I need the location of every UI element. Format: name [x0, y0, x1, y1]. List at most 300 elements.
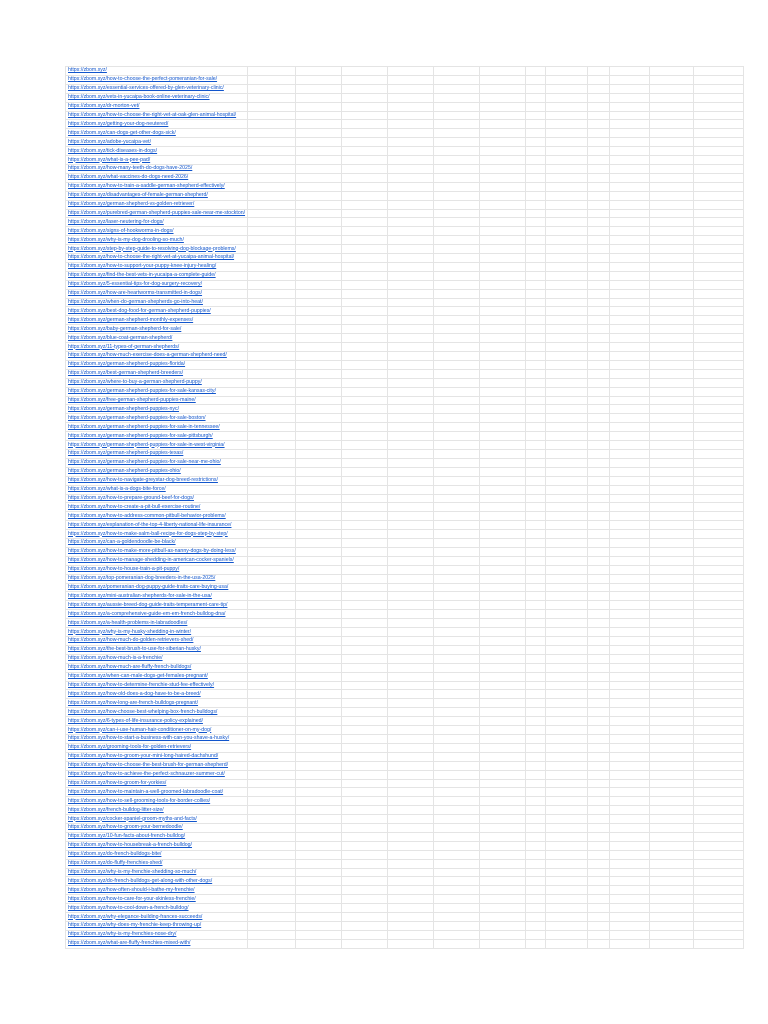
- empty-cell[interactable]: [526, 886, 546, 895]
- empty-cell[interactable]: [546, 574, 588, 583]
- empty-cell[interactable]: [694, 396, 744, 405]
- empty-cell[interactable]: [694, 628, 744, 637]
- empty-cell[interactable]: [248, 254, 296, 263]
- empty-cell[interactable]: [694, 378, 744, 387]
- url-link[interactable]: https://zbom.xyz/how-to-make-salm-ball-recipe-for-dogs-step-by-step/: [68, 530, 228, 537]
- empty-cell[interactable]: [546, 797, 588, 806]
- empty-cell[interactable]: [588, 414, 610, 423]
- empty-cell[interactable]: [546, 824, 588, 833]
- empty-cell[interactable]: [588, 200, 610, 209]
- empty-cell[interactable]: [588, 147, 610, 156]
- empty-cell[interactable]: [610, 708, 650, 717]
- empty-cell[interactable]: [342, 414, 388, 423]
- url-link[interactable]: https://zbom.xyz/the-best-brush-to-use-for-siberian-husky/: [68, 646, 201, 653]
- empty-cell[interactable]: [546, 449, 588, 458]
- empty-cell[interactable]: [588, 254, 610, 263]
- empty-cell[interactable]: [342, 173, 388, 182]
- empty-cell[interactable]: [480, 601, 526, 610]
- empty-cell[interactable]: [588, 850, 610, 859]
- empty-cell[interactable]: [526, 672, 546, 681]
- empty-cell[interactable]: [526, 467, 546, 476]
- empty-cell[interactable]: [694, 939, 744, 948]
- empty-cell[interactable]: [588, 307, 610, 316]
- url-link[interactable]: https://zbom.xyz/german-shepherd-puppies-nyc/: [68, 405, 180, 412]
- url-link[interactable]: https://zbom.xyz/how-to-maintain-a-well-groomed-labradoodle-coat/: [68, 788, 224, 795]
- empty-cell[interactable]: [296, 164, 342, 173]
- empty-cell[interactable]: [610, 173, 650, 182]
- empty-cell[interactable]: [610, 352, 650, 361]
- empty-cell[interactable]: [480, 84, 526, 93]
- url-link[interactable]: https://zbom.xyz/german-shepherd-monthly-expenses/: [68, 316, 194, 323]
- empty-cell[interactable]: [480, 770, 526, 779]
- url-cell[interactable]: [66, 289, 248, 298]
- empty-cell[interactable]: [588, 797, 610, 806]
- empty-cell[interactable]: [610, 556, 650, 565]
- empty-cell[interactable]: [546, 245, 588, 254]
- empty-cell[interactable]: [480, 173, 526, 182]
- empty-cell[interactable]: [526, 708, 546, 717]
- url-cell[interactable]: [66, 521, 248, 530]
- empty-cell[interactable]: [342, 262, 388, 271]
- url-cell[interactable]: [66, 583, 248, 592]
- empty-cell[interactable]: [296, 904, 342, 913]
- empty-cell[interactable]: [650, 67, 694, 76]
- url-link[interactable]: https://zbom.xyz/can-dogs-get-other-dogs-sick/: [68, 129, 176, 136]
- empty-cell[interactable]: [388, 592, 434, 601]
- empty-cell[interactable]: [650, 637, 694, 646]
- empty-cell[interactable]: [650, 494, 694, 503]
- url-cell[interactable]: [66, 904, 248, 913]
- empty-cell[interactable]: [526, 512, 546, 521]
- empty-cell[interactable]: [388, 761, 434, 770]
- url-link[interactable]: https://zbom.xyz/german-shepherd-puppies-for-sale-near-me-ohio/: [68, 459, 221, 466]
- empty-cell[interactable]: [694, 254, 744, 263]
- empty-cell[interactable]: [480, 414, 526, 423]
- empty-cell[interactable]: [248, 619, 296, 628]
- url-cell[interactable]: [66, 752, 248, 761]
- empty-cell[interactable]: [296, 699, 342, 708]
- url-cell[interactable]: [66, 913, 248, 922]
- url-cell[interactable]: [66, 254, 248, 263]
- url-link[interactable]: https://zbom.xyz/how-long-are-french-bulldogs-pregnant/: [68, 699, 199, 706]
- empty-cell[interactable]: [610, 334, 650, 343]
- empty-cell[interactable]: [546, 672, 588, 681]
- empty-cell[interactable]: [342, 824, 388, 833]
- empty-cell[interactable]: [694, 619, 744, 628]
- empty-cell[interactable]: [610, 868, 650, 877]
- empty-cell[interactable]: [588, 191, 610, 200]
- url-cell[interactable]: [66, 191, 248, 200]
- empty-cell[interactable]: [434, 886, 480, 895]
- url-link[interactable]: https://zbom.xyz/how-to-sell-grooming-tools-for-border-collies/: [68, 797, 211, 804]
- empty-cell[interactable]: [650, 565, 694, 574]
- empty-cell[interactable]: [526, 200, 546, 209]
- empty-cell[interactable]: [342, 690, 388, 699]
- empty-cell[interactable]: [296, 405, 342, 414]
- empty-cell[interactable]: [434, 75, 480, 84]
- empty-cell[interactable]: [342, 734, 388, 743]
- empty-cell[interactable]: [526, 298, 546, 307]
- empty-cell[interactable]: [526, 458, 546, 467]
- empty-cell[interactable]: [650, 387, 694, 396]
- empty-cell[interactable]: [526, 628, 546, 637]
- empty-cell[interactable]: [610, 405, 650, 414]
- empty-cell[interactable]: [610, 218, 650, 227]
- empty-cell[interactable]: [248, 334, 296, 343]
- url-cell[interactable]: [66, 663, 248, 672]
- empty-cell[interactable]: [694, 841, 744, 850]
- empty-cell[interactable]: [588, 886, 610, 895]
- url-cell[interactable]: [66, 726, 248, 735]
- empty-cell[interactable]: [480, 396, 526, 405]
- empty-cell[interactable]: [480, 67, 526, 76]
- empty-cell[interactable]: [610, 396, 650, 405]
- empty-cell[interactable]: [610, 494, 650, 503]
- empty-cell[interactable]: [526, 360, 546, 369]
- url-link[interactable]: https://zbom.xyz/how-to-groom-for-yorkies/: [68, 779, 167, 786]
- empty-cell[interactable]: [248, 565, 296, 574]
- empty-cell[interactable]: [526, 797, 546, 806]
- empty-cell[interactable]: [388, 637, 434, 646]
- url-cell[interactable]: [66, 895, 248, 904]
- empty-cell[interactable]: [610, 779, 650, 788]
- empty-cell[interactable]: [480, 815, 526, 824]
- empty-cell[interactable]: [480, 904, 526, 913]
- empty-cell[interactable]: [694, 147, 744, 156]
- empty-cell[interactable]: [546, 601, 588, 610]
- empty-cell[interactable]: [296, 939, 342, 948]
- empty-cell[interactable]: [694, 93, 744, 102]
- empty-cell[interactable]: [388, 859, 434, 868]
- empty-cell[interactable]: [342, 485, 388, 494]
- empty-cell[interactable]: [480, 841, 526, 850]
- empty-cell[interactable]: [480, 939, 526, 948]
- empty-cell[interactable]: [248, 708, 296, 717]
- url-link[interactable]: https://zbom.xyz/why-elegance-building-frances-succeeds/: [68, 913, 203, 920]
- empty-cell[interactable]: [388, 387, 434, 396]
- empty-cell[interactable]: [388, 111, 434, 120]
- empty-cell[interactable]: [694, 262, 744, 271]
- empty-cell[interactable]: [296, 138, 342, 147]
- empty-cell[interactable]: [434, 779, 480, 788]
- empty-cell[interactable]: [546, 458, 588, 467]
- empty-cell[interactable]: [588, 405, 610, 414]
- empty-cell[interactable]: [248, 734, 296, 743]
- empty-cell[interactable]: [546, 369, 588, 378]
- empty-cell[interactable]: [546, 610, 588, 619]
- empty-cell[interactable]: [588, 583, 610, 592]
- empty-cell[interactable]: [694, 859, 744, 868]
- empty-cell[interactable]: [248, 93, 296, 102]
- empty-cell[interactable]: [296, 67, 342, 76]
- url-cell[interactable]: [66, 824, 248, 833]
- empty-cell[interactable]: [480, 530, 526, 539]
- empty-cell[interactable]: [296, 200, 342, 209]
- empty-cell[interactable]: [434, 610, 480, 619]
- empty-cell[interactable]: [588, 521, 610, 530]
- url-link[interactable]: https://zbom.xyz/how-to-navigate-greystar-dog-breed-restrictions/: [68, 477, 218, 484]
- empty-cell[interactable]: [588, 681, 610, 690]
- empty-cell[interactable]: [610, 164, 650, 173]
- empty-cell[interactable]: [248, 654, 296, 663]
- empty-cell[interactable]: [546, 779, 588, 788]
- empty-cell[interactable]: [480, 797, 526, 806]
- url-link[interactable]: https://zbom.xyz/free-german-shepherd-puppies-maine/: [68, 396, 196, 403]
- empty-cell[interactable]: [388, 770, 434, 779]
- empty-cell[interactable]: [248, 441, 296, 450]
- empty-cell[interactable]: [526, 156, 546, 165]
- url-link[interactable]: https://zbom.xyz/how-much-is-a-frenchie/: [68, 655, 163, 662]
- url-cell[interactable]: [66, 271, 248, 280]
- url-cell[interactable]: [66, 458, 248, 467]
- url-cell[interactable]: [66, 147, 248, 156]
- empty-cell[interactable]: [342, 369, 388, 378]
- empty-cell[interactable]: [388, 485, 434, 494]
- empty-cell[interactable]: [296, 690, 342, 699]
- empty-cell[interactable]: [388, 209, 434, 218]
- empty-cell[interactable]: [388, 147, 434, 156]
- empty-cell[interactable]: [434, 539, 480, 548]
- empty-cell[interactable]: [546, 405, 588, 414]
- empty-cell[interactable]: [296, 298, 342, 307]
- empty-cell[interactable]: [650, 841, 694, 850]
- empty-cell[interactable]: [342, 120, 388, 129]
- url-link[interactable]: https://zbom.xyz/can-a-goldendoodle-be-black/: [68, 539, 176, 546]
- empty-cell[interactable]: [526, 806, 546, 815]
- empty-cell[interactable]: [480, 182, 526, 191]
- url-cell[interactable]: [66, 815, 248, 824]
- empty-cell[interactable]: [650, 129, 694, 138]
- empty-cell[interactable]: [610, 93, 650, 102]
- empty-cell[interactable]: [480, 886, 526, 895]
- empty-cell[interactable]: [296, 637, 342, 646]
- empty-cell[interactable]: [526, 227, 546, 236]
- empty-cell[interactable]: [546, 681, 588, 690]
- empty-cell[interactable]: [342, 672, 388, 681]
- empty-cell[interactable]: [296, 307, 342, 316]
- empty-cell[interactable]: [248, 236, 296, 245]
- empty-cell[interactable]: [342, 325, 388, 334]
- empty-cell[interactable]: [610, 75, 650, 84]
- empty-cell[interactable]: [650, 352, 694, 361]
- empty-cell[interactable]: [546, 164, 588, 173]
- empty-cell[interactable]: [588, 743, 610, 752]
- empty-cell[interactable]: [388, 886, 434, 895]
- empty-cell[interactable]: [588, 325, 610, 334]
- empty-cell[interactable]: [610, 387, 650, 396]
- empty-cell[interactable]: [296, 360, 342, 369]
- empty-cell[interactable]: [694, 343, 744, 352]
- empty-cell[interactable]: [526, 815, 546, 824]
- empty-cell[interactable]: [610, 734, 650, 743]
- empty-cell[interactable]: [650, 441, 694, 450]
- empty-cell[interactable]: [248, 414, 296, 423]
- empty-cell[interactable]: [388, 645, 434, 654]
- empty-cell[interactable]: [546, 717, 588, 726]
- url-cell[interactable]: [66, 779, 248, 788]
- empty-cell[interactable]: [342, 271, 388, 280]
- empty-cell[interactable]: [650, 307, 694, 316]
- url-cell[interactable]: [66, 352, 248, 361]
- empty-cell[interactable]: [610, 565, 650, 574]
- empty-cell[interactable]: [610, 681, 650, 690]
- empty-cell[interactable]: [588, 601, 610, 610]
- empty-cell[interactable]: [546, 441, 588, 450]
- empty-cell[interactable]: [296, 334, 342, 343]
- empty-cell[interactable]: [248, 752, 296, 761]
- empty-cell[interactable]: [342, 280, 388, 289]
- url-link[interactable]: https://zbom.xyz/adobe-yucaipa-vet/: [68, 138, 152, 145]
- empty-cell[interactable]: [650, 343, 694, 352]
- empty-cell[interactable]: [588, 752, 610, 761]
- empty-cell[interactable]: [342, 770, 388, 779]
- empty-cell[interactable]: [480, 147, 526, 156]
- empty-cell[interactable]: [526, 752, 546, 761]
- empty-cell[interactable]: [248, 877, 296, 886]
- empty-cell[interactable]: [546, 868, 588, 877]
- empty-cell[interactable]: [650, 262, 694, 271]
- empty-cell[interactable]: [480, 200, 526, 209]
- empty-cell[interactable]: [588, 734, 610, 743]
- empty-cell[interactable]: [342, 387, 388, 396]
- empty-cell[interactable]: [342, 236, 388, 245]
- empty-cell[interactable]: [546, 815, 588, 824]
- empty-cell[interactable]: [610, 850, 650, 859]
- empty-cell[interactable]: [480, 761, 526, 770]
- empty-cell[interactable]: [480, 672, 526, 681]
- empty-cell[interactable]: [388, 788, 434, 797]
- empty-cell[interactable]: [546, 539, 588, 548]
- empty-cell[interactable]: [480, 227, 526, 236]
- empty-cell[interactable]: [694, 565, 744, 574]
- empty-cell[interactable]: [650, 316, 694, 325]
- empty-cell[interactable]: [588, 592, 610, 601]
- empty-cell[interactable]: [296, 396, 342, 405]
- empty-cell[interactable]: [610, 922, 650, 931]
- empty-cell[interactable]: [610, 432, 650, 441]
- empty-cell[interactable]: [342, 859, 388, 868]
- empty-cell[interactable]: [296, 476, 342, 485]
- url-link[interactable]: https://zbom.xyz/how-old-does-a-dog-have-to-be-a-breed/: [68, 690, 201, 697]
- empty-cell[interactable]: [694, 877, 744, 886]
- empty-cell[interactable]: [434, 245, 480, 254]
- empty-cell[interactable]: [248, 458, 296, 467]
- empty-cell[interactable]: [526, 868, 546, 877]
- url-link[interactable]: https://zbom.xyz/explanation-of-the-top-4-liberty-national-life-insurance/: [68, 521, 232, 528]
- empty-cell[interactable]: [388, 583, 434, 592]
- empty-cell[interactable]: [588, 904, 610, 913]
- empty-cell[interactable]: [610, 637, 650, 646]
- empty-cell[interactable]: [434, 877, 480, 886]
- empty-cell[interactable]: [588, 574, 610, 583]
- empty-cell[interactable]: [526, 396, 546, 405]
- empty-cell[interactable]: [248, 806, 296, 815]
- empty-cell[interactable]: [248, 485, 296, 494]
- empty-cell[interactable]: [248, 432, 296, 441]
- empty-cell[interactable]: [650, 75, 694, 84]
- empty-cell[interactable]: [694, 530, 744, 539]
- empty-cell[interactable]: [296, 173, 342, 182]
- empty-cell[interactable]: [610, 191, 650, 200]
- empty-cell[interactable]: [248, 788, 296, 797]
- empty-cell[interactable]: [546, 378, 588, 387]
- empty-cell[interactable]: [480, 271, 526, 280]
- empty-cell[interactable]: [694, 556, 744, 565]
- empty-cell[interactable]: [588, 556, 610, 565]
- empty-cell[interactable]: [588, 298, 610, 307]
- empty-cell[interactable]: [480, 93, 526, 102]
- empty-cell[interactable]: [526, 352, 546, 361]
- empty-cell[interactable]: [650, 592, 694, 601]
- empty-cell[interactable]: [526, 102, 546, 111]
- empty-cell[interactable]: [248, 75, 296, 84]
- empty-cell[interactable]: [650, 147, 694, 156]
- empty-cell[interactable]: [694, 913, 744, 922]
- empty-cell[interactable]: [480, 930, 526, 939]
- empty-cell[interactable]: [388, 743, 434, 752]
- url-cell[interactable]: [66, 316, 248, 325]
- empty-cell[interactable]: [342, 352, 388, 361]
- empty-cell[interactable]: [588, 779, 610, 788]
- empty-cell[interactable]: [588, 467, 610, 476]
- empty-cell[interactable]: [296, 824, 342, 833]
- empty-cell[interactable]: [694, 200, 744, 209]
- url-cell[interactable]: [66, 699, 248, 708]
- empty-cell[interactable]: [342, 138, 388, 147]
- empty-cell[interactable]: [610, 227, 650, 236]
- empty-cell[interactable]: [610, 610, 650, 619]
- empty-cell[interactable]: [248, 396, 296, 405]
- empty-cell[interactable]: [610, 645, 650, 654]
- empty-cell[interactable]: [342, 521, 388, 530]
- url-cell[interactable]: [66, 850, 248, 859]
- empty-cell[interactable]: [342, 102, 388, 111]
- empty-cell[interactable]: [296, 779, 342, 788]
- empty-cell[interactable]: [588, 717, 610, 726]
- empty-cell[interactable]: [388, 289, 434, 298]
- empty-cell[interactable]: [546, 325, 588, 334]
- url-link[interactable]: https://zbom.xyz/do-fluffy-frenchies-shed/: [68, 860, 163, 867]
- empty-cell[interactable]: [388, 556, 434, 565]
- empty-cell[interactable]: [526, 280, 546, 289]
- empty-cell[interactable]: [248, 102, 296, 111]
- empty-cell[interactable]: [546, 922, 588, 931]
- url-link[interactable]: https://zbom.xyz/aussie-breed-dog-guide-traits-temperament-care-tip/: [68, 601, 228, 608]
- empty-cell[interactable]: [546, 521, 588, 530]
- url-link[interactable]: https://zbom.xyz/how-to-achieve-the-perfect-schnauzer-summer-cut/: [68, 771, 225, 778]
- empty-cell[interactable]: [526, 530, 546, 539]
- empty-cell[interactable]: [388, 449, 434, 458]
- empty-cell[interactable]: [296, 75, 342, 84]
- empty-cell[interactable]: [588, 164, 610, 173]
- empty-cell[interactable]: [588, 868, 610, 877]
- url-cell[interactable]: [66, 334, 248, 343]
- empty-cell[interactable]: [610, 209, 650, 218]
- url-link[interactable]: https://zbom.xyz/how-to-choose-the-right-vet-at-oak-glen-animal-hospital/: [68, 111, 237, 118]
- empty-cell[interactable]: [388, 396, 434, 405]
- empty-cell[interactable]: [610, 672, 650, 681]
- empty-cell[interactable]: [296, 815, 342, 824]
- empty-cell[interactable]: [342, 547, 388, 556]
- empty-cell[interactable]: [610, 360, 650, 369]
- empty-cell[interactable]: [342, 868, 388, 877]
- empty-cell[interactable]: [248, 904, 296, 913]
- url-link[interactable]: https://zbom.xyz/why-is-my-frenchies-nose-dry/: [68, 931, 177, 938]
- url-cell[interactable]: [66, 886, 248, 895]
- empty-cell[interactable]: [480, 663, 526, 672]
- empty-cell[interactable]: [480, 369, 526, 378]
- empty-cell[interactable]: [434, 512, 480, 521]
